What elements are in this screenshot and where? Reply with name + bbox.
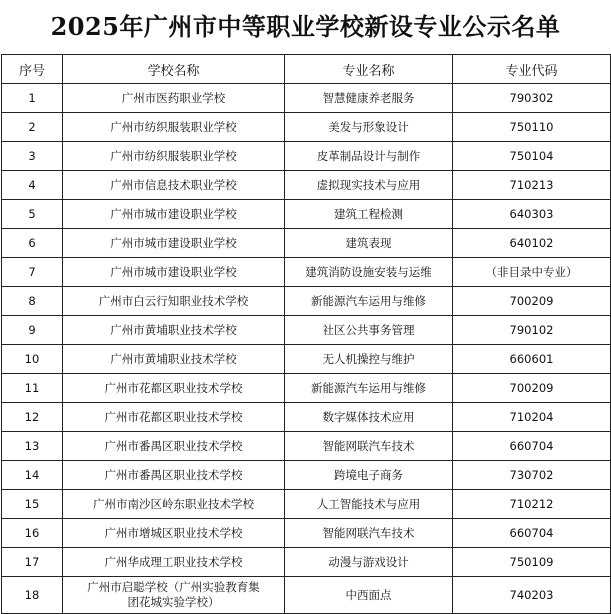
- row-school: 广州市城市建设职业学校: [63, 200, 285, 229]
- table-row: [2, 229, 611, 258]
- row-code: 640102: [453, 229, 611, 258]
- row-no: 10: [2, 345, 63, 374]
- row-major: 虚拟现实技术与应用: [285, 171, 453, 200]
- row-major: 跨境电子商务: [285, 461, 453, 490]
- table-row: [2, 548, 611, 577]
- row-school: 广州市黄埔职业技术学校: [63, 316, 285, 345]
- row-code: 750104: [453, 142, 611, 171]
- table-row: [2, 374, 611, 403]
- row-major: 建筑消防设施安装与运维: [285, 258, 453, 287]
- row-code: 710204: [453, 403, 611, 432]
- row-no: 14: [2, 461, 63, 490]
- row-code: 730702: [453, 461, 611, 490]
- row-no: 11: [2, 374, 63, 403]
- row-code: 640303: [453, 200, 611, 229]
- row-no: 13: [2, 432, 63, 461]
- row-school: 广州市纺织服装职业学校: [63, 142, 285, 171]
- row-major: 动漫与游戏设计: [285, 548, 453, 577]
- header-school: 学校名称: [63, 55, 285, 84]
- row-no: 8: [2, 287, 63, 316]
- row-code: 750109: [453, 548, 611, 577]
- row-major: 社区公共事务管理: [285, 316, 453, 345]
- row-code: 660601: [453, 345, 611, 374]
- row-code: 660704: [453, 519, 611, 548]
- row-major: 建筑表现: [285, 229, 453, 258]
- row-school: 广州市花都区职业技术学校: [63, 403, 285, 432]
- row-no: 5: [2, 200, 63, 229]
- row-code: 710213: [453, 171, 611, 200]
- row-code: 790102: [453, 316, 611, 345]
- table-row: [2, 519, 611, 548]
- row-no: 4: [2, 171, 63, 200]
- row-code: 750110: [453, 113, 611, 142]
- row-major: 皮革制品设计与制作: [285, 142, 453, 171]
- row-major: 人工智能技术与应用: [285, 490, 453, 519]
- school-major-table: [1, 54, 611, 614]
- row-school: 广州市黄埔职业技术学校: [63, 345, 285, 374]
- row-school: 广州华成理工职业技术学校: [63, 548, 285, 577]
- row-major: 新能源汽车运用与维修: [285, 287, 453, 316]
- table-row: [2, 171, 611, 200]
- row-school: 广州市增城区职业技术学校: [63, 519, 285, 548]
- row-school: 广州市纺织服装职业学校: [63, 113, 285, 142]
- row-no: 12: [2, 403, 63, 432]
- row-school: 广州市城市建设职业学校: [63, 258, 285, 287]
- table-row: [2, 316, 611, 345]
- table-row: [2, 432, 611, 461]
- row-no: 7: [2, 258, 63, 287]
- table-row: [2, 577, 611, 614]
- table-row: [2, 258, 611, 287]
- row-code: （非目录中专业）: [453, 258, 611, 287]
- table-header-row: [2, 55, 611, 84]
- table-row: [2, 403, 611, 432]
- table-row: [2, 200, 611, 229]
- table-row: [2, 490, 611, 519]
- row-school: 广州市信息技术职业学校: [63, 171, 285, 200]
- header-code: 专业代码: [453, 55, 611, 84]
- row-major: 建筑工程检测: [285, 200, 453, 229]
- row-no: 2: [2, 113, 63, 142]
- row-school: 广州市启聪学校（广州实验教育集团花城实验学校）: [87, 580, 260, 609]
- table-row: [2, 461, 611, 490]
- row-code: 700209: [453, 287, 611, 316]
- row-no: 15: [2, 490, 63, 519]
- row-school: 广州市南沙区岭东职业技术学校: [63, 490, 285, 519]
- row-school: 广州市城市建设职业学校: [63, 229, 285, 258]
- row-major: 智能网联汽车技术: [285, 519, 453, 548]
- row-major: 智能网联汽车技术: [285, 432, 453, 461]
- row-major: 美发与形象设计: [285, 113, 453, 142]
- row-code: 790302: [453, 84, 611, 113]
- table-row: [2, 84, 611, 113]
- table-row: [2, 113, 611, 142]
- row-no: 16: [2, 519, 63, 548]
- table-row: [2, 345, 611, 374]
- row-major: 中西面点: [285, 577, 453, 614]
- row-no: 1: [2, 84, 63, 113]
- table-row: [2, 142, 611, 171]
- row-school: 广州市医药职业学校: [63, 84, 285, 113]
- row-no: 17: [2, 548, 63, 577]
- row-school: 广州市白云行知职业技术学校: [63, 287, 285, 316]
- row-code: 660704: [453, 432, 611, 461]
- row-major: 无人机操控与维护: [285, 345, 453, 374]
- row-no: 6: [2, 229, 63, 258]
- row-code: 700209: [453, 374, 611, 403]
- document-title: 2025年广州市中等职业学校新设专业公示名单: [50, 12, 561, 41]
- row-no: 18: [2, 577, 63, 614]
- row-school: 广州市番禺区职业技术学校: [63, 461, 285, 490]
- row-no: 9: [2, 316, 63, 345]
- row-major: 智慧健康养老服务: [285, 84, 453, 113]
- table-row: [2, 287, 611, 316]
- row-no: 3: [2, 142, 63, 171]
- row-major: 新能源汽车运用与维修: [285, 374, 453, 403]
- header-no: 序号: [2, 55, 63, 84]
- row-major: 数字媒体技术应用: [285, 403, 453, 432]
- row-school: 广州市花都区职业技术学校: [63, 374, 285, 403]
- row-school-cell: [63, 577, 285, 614]
- header-major: 专业名称: [285, 55, 453, 84]
- row-school: 广州市番禺区职业技术学校: [63, 432, 285, 461]
- row-code: 710212: [453, 490, 611, 519]
- row-code: 740203: [453, 577, 611, 614]
